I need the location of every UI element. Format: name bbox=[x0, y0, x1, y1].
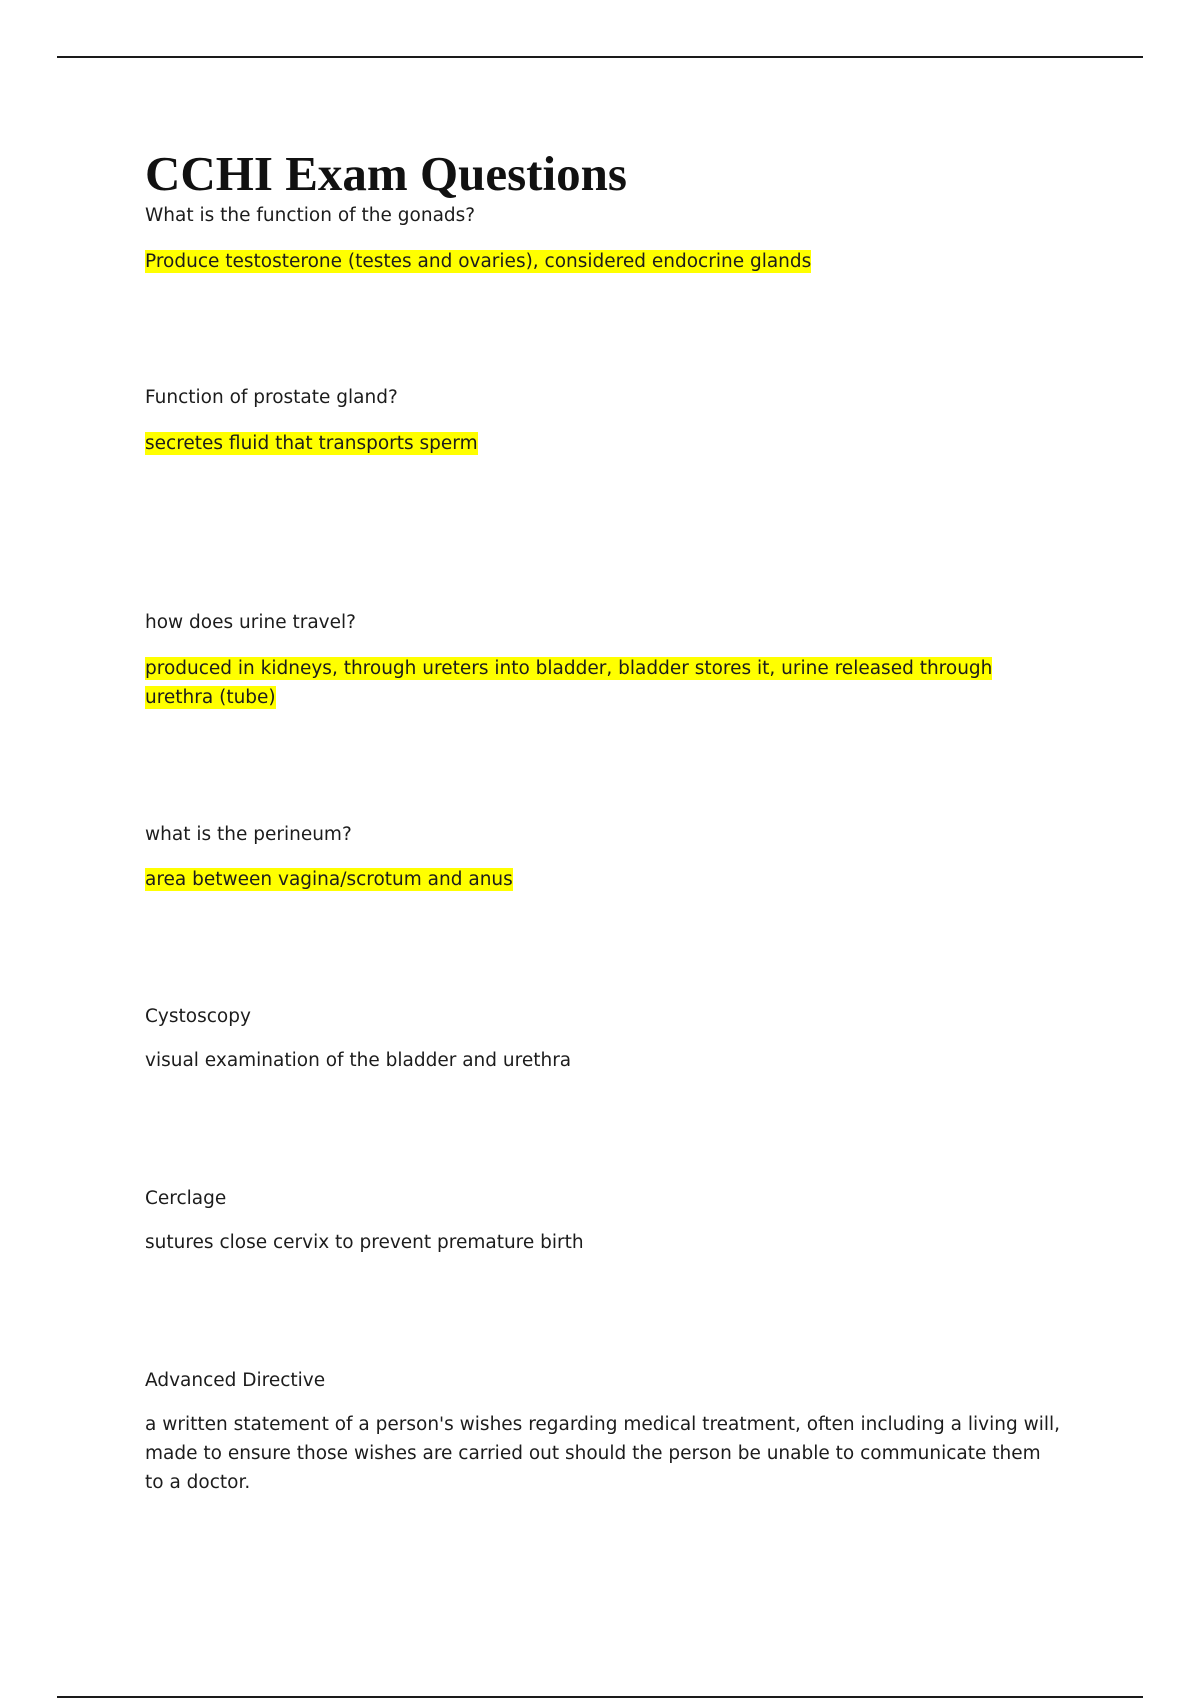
question-text: what is the perineum? bbox=[145, 824, 352, 845]
bottom-rule bbox=[57, 1696, 1143, 1698]
question-text: how does urine travel? bbox=[145, 612, 356, 633]
question-text: Cerclage bbox=[145, 1188, 227, 1209]
page-title: CCHI Exam Questions bbox=[145, 146, 627, 201]
answer-highlight: secretes fluid that transports sperm bbox=[145, 433, 478, 454]
answer-highlight: area between vagina/scrotum and anus bbox=[145, 869, 513, 890]
answer-text bbox=[145, 247, 1045, 276]
answer-highlight: produced in kidneys, through ureters into bladder, bladder stores it, urine released through urethra (tube) bbox=[145, 658, 993, 708]
question-text: Function of prostate gland? bbox=[145, 387, 398, 408]
question-text: Cystoscopy bbox=[145, 1006, 251, 1027]
question-text: What is the function of the gonads? bbox=[145, 205, 476, 226]
top-rule bbox=[57, 56, 1143, 58]
answer-text bbox=[145, 429, 1045, 458]
question-text: Advanced Directive bbox=[145, 1370, 326, 1391]
answer-text bbox=[145, 654, 1065, 712]
answer-text: sutures close cervix to prevent premature birth bbox=[145, 1232, 584, 1253]
answer-text: visual examination of the bladder and urethra bbox=[145, 1050, 572, 1071]
answer-text: a written statement of a person's wishes regarding medical treatment, often including a living will, made to ensure those wishes are carried out should the person be unable to communicate them to a doctor. bbox=[145, 1414, 1061, 1493]
answer-text bbox=[145, 865, 1045, 894]
answer-highlight: Produce testosterone (testes and ovaries), considered endocrine glands bbox=[145, 251, 812, 272]
